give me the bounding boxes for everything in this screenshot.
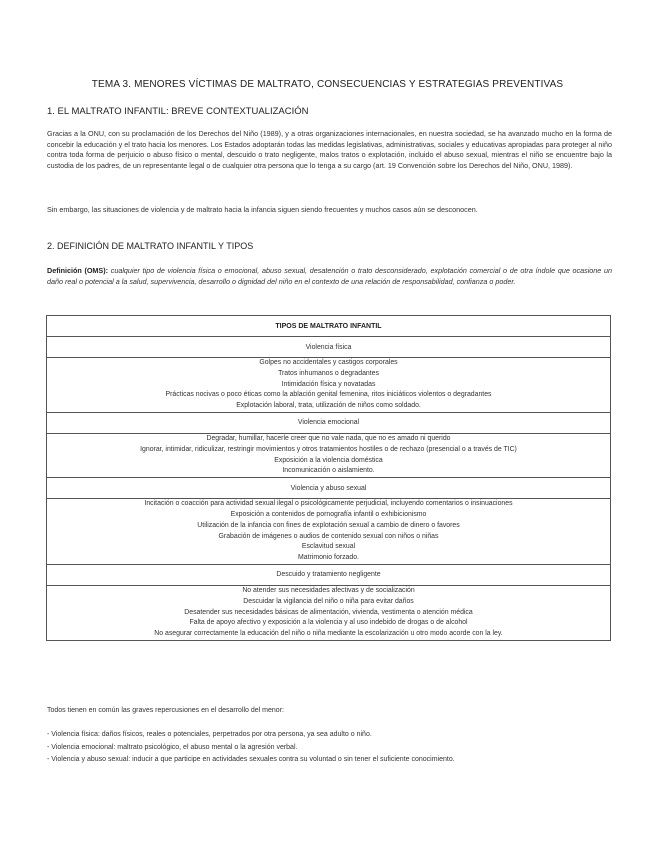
category-emotional-violence: Violencia emocional xyxy=(47,412,611,433)
list-item: Incomunicación o aislamiento. xyxy=(282,467,375,475)
emotional-violence-items xyxy=(47,433,611,477)
section-1-heading: 1. EL MALTRATO INFANTIL: BREVE CONTEXTUALIZACIÓN xyxy=(47,106,309,117)
list-item: Prácticas nocivas o poco éticas como la ablación genital femenina, ritos iniciáticos violentos o degradantes xyxy=(165,391,492,399)
category-row xyxy=(47,337,611,358)
list-item: - Violencia emocional: maltrato psicológico, el abuso mental o la agresión verbal. xyxy=(47,743,298,751)
definition-label: Definición (OMS): xyxy=(47,266,109,275)
list-item: No asegurar correctamente la educación del niño o niña mediante la escolarización u otro modo acorde con la ley. xyxy=(154,630,503,638)
list-item: Explotación laboral, trata, utilización de niños como soldado. xyxy=(236,402,421,410)
category-items-row xyxy=(47,585,611,640)
definition-text: cualquier tipo de violencia física o emocional, abuso sexual, desatención o trato desconsiderado, explotación comercial o de otra índole que ocasione un daño real o potencial a la salud, supervivencia, desarrollo o dignidad del niño en el contexto de una relación de responsabilidad, confianza o poder. xyxy=(47,266,613,286)
list-item: Utilización de la infancia con fines de explotación sexual a cambio de dinero o favores xyxy=(197,521,460,529)
common-consequences-text: Todos tienen en común las graves repercusiones en el desarrollo del menor: xyxy=(47,707,284,714)
list-item: Intimidación física y novatadas xyxy=(281,380,376,388)
table-header: TIPOS DE MALTRATO INFANTIL xyxy=(47,316,611,337)
list-item: Ignorar, intimidar, ridiculizar, restringir movimientos y otros tratamientos hostiles o de rechazo (presencial o a través de TIC) xyxy=(140,445,517,453)
definition-paragraph xyxy=(47,266,612,287)
list-item: Degradar, humillar, hacerle creer que no vale nada, que no es amado ni querido xyxy=(206,434,451,442)
category-items-row xyxy=(47,499,611,565)
maltreatment-types-table xyxy=(46,315,611,641)
category-row xyxy=(47,412,611,433)
sexual-violence-items xyxy=(47,499,611,565)
category-row xyxy=(47,478,611,499)
list-item: Exposición a contenidos de pornografía infantil o exhibicionismo xyxy=(230,510,427,518)
list-item: Descuidar la vigilancia del niño o niña para evitar daños xyxy=(243,597,414,605)
document-title: TEMA 3. MENORES VÍCTIMAS DE MALTRATO, CONSECUENCIAS Y ESTRATEGIAS PREVENTIVAS xyxy=(91,79,564,90)
list-item: - Violencia física: daños físicos, reales o potenciales, perpetrados por otra persona, ya sea adulto o niño. xyxy=(47,731,372,738)
list-item: - Violencia y abuso sexual: inducir a que participe en actividades sexuales contra su voluntad o sin tener el suficiente conocimiento. xyxy=(47,756,455,763)
list-item: Tratos inhumanos o degradantes xyxy=(278,369,379,377)
physical-violence-items xyxy=(47,358,611,413)
list-item: Falta de apoyo afectivo y exposición a la violencia y al uso indebido de drogas o de alcohol xyxy=(189,619,468,627)
section-1-paragraph-1: Gracias a la ONU, con su proclamación de los Derechos del Niño (1989), y a otras organizaciones internacionales, en nuestra sociedad, se ha avanzado mucho en la forma de concebir la educación y el trato hacia los menores. Los Estados adoptarán todas las medidas legislativas, administrativas, sociales y educativas apropiadas para proteger al niño contra toda forma de perjuicio o abuso físico o mental, descuido o trato negligente, malos tratos o explotación, incluido el abuso sexual, mientras el niño se encuentre bajo la custodia de los padres, de un representante legal o de cualquier otra persona que lo tenga a su cargo (art. 19 Convención sobre los Derechos del Niño, ONU, 1989). xyxy=(47,129,612,170)
list-item: Matrimonio forzado. xyxy=(298,554,359,562)
neglect-items xyxy=(47,585,611,640)
category-physical-violence: Violencia física xyxy=(47,337,611,358)
category-items-row xyxy=(47,358,611,413)
category-neglect: Descuido y tratamiento negligente xyxy=(47,564,611,585)
category-sexual-violence: Violencia y abuso sexual xyxy=(47,478,611,499)
list-item: Exposición a la violencia doméstica xyxy=(274,456,383,464)
category-row xyxy=(47,564,611,585)
list-item: No atender sus necesidades afectivas y de socialización xyxy=(242,586,415,594)
list-item: Incitación o coacción para actividad sexual ilegal o psicológicamente perjudicial, incluyendo comentarios o insinuaciones xyxy=(144,500,513,508)
category-items-row xyxy=(47,433,611,477)
list-item: Grabación de imágenes o audios de contenido sexual con niños o niñas xyxy=(218,532,439,540)
list-item: Golpes no accidentales y castigos corporales xyxy=(259,359,398,366)
list-item: Desatender sus necesidades básicas de alimentación, vivienda, vestimenta o atención médica xyxy=(184,608,473,616)
consequences-list xyxy=(47,729,617,767)
list-item: Esclavitud sexual xyxy=(301,543,356,551)
table-header-row xyxy=(47,316,611,337)
section-1-paragraph-2: Sin embargo, las situaciones de violencia y de maltrato hacia la infancia siguen siendo frecuentes y muchos casos aún se desconocen. xyxy=(47,205,478,214)
section-2-heading: 2. DEFINICIÓN DE MALTRATO INFANTIL Y TIPOS xyxy=(47,241,254,251)
